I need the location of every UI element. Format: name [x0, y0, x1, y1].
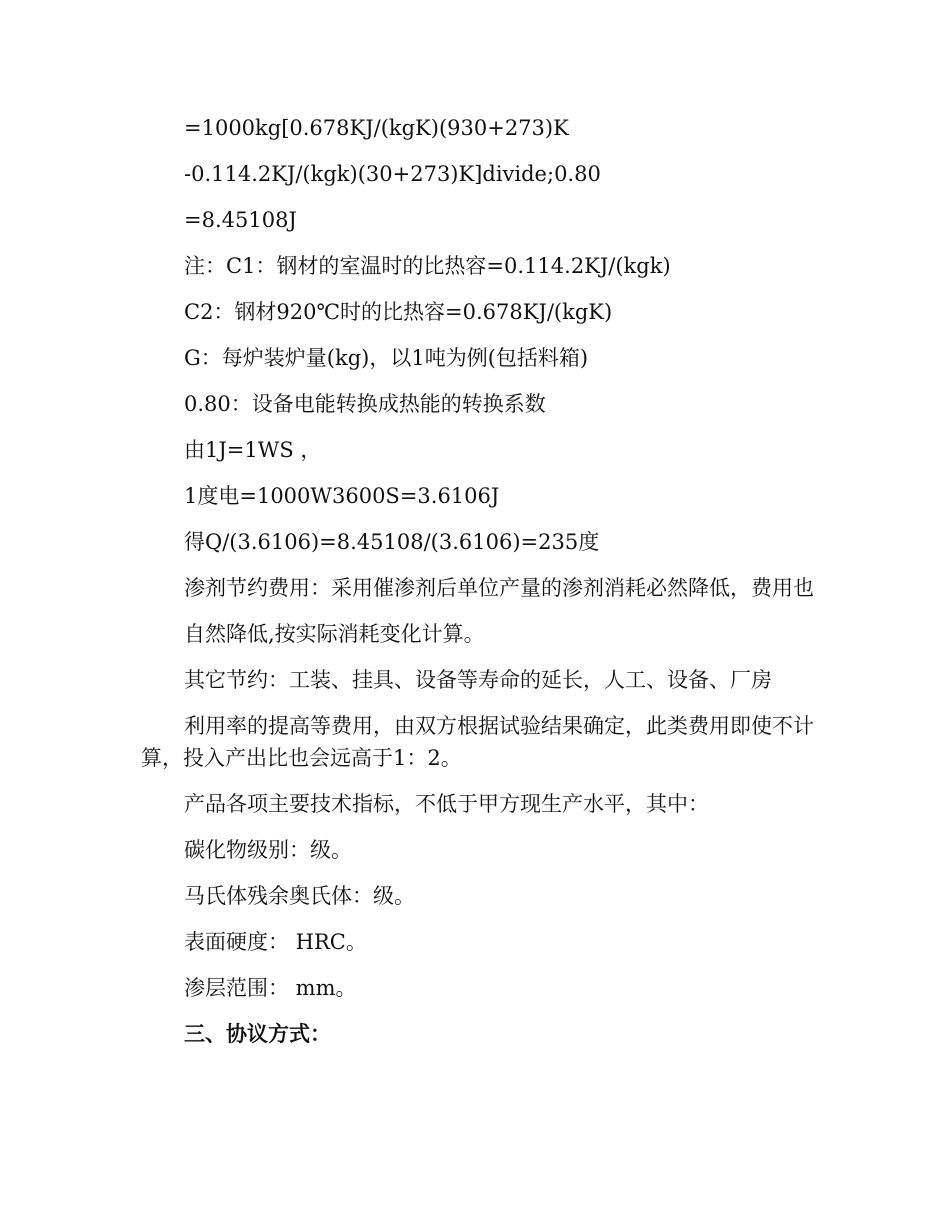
technical-indicators-intro: 产品各项主要技术指标，不低于甲方现生产水平，其中：: [184, 792, 709, 816]
carbide-grade: 碳化物级别：级。: [184, 838, 352, 862]
case-depth-range: 渗层范围： mm。: [184, 976, 357, 1000]
section-heading: 三、协议方式：: [184, 1021, 331, 1046]
formula-line-1: =1000kg[0.678KJ/(kgK)(930+273)K: [184, 116, 569, 140]
note-g: G：每炉装炉量(kg)，以1吨为例(包括料箱): [184, 346, 589, 370]
unit-definition: 由1J=1WS ，: [184, 438, 322, 462]
kwh-definition: 1度电=1000W3600S=3.6106J: [184, 484, 500, 508]
retained-austenite-grade: 马氏体残余奥氏体：级。: [184, 884, 415, 908]
note-c1: 注：C1：钢材的室温时的比热容=0.114.2KJ/(kgk): [184, 254, 671, 278]
note-coefficient: 0.80：设备电能转换成热能的转换系数: [184, 392, 546, 416]
document-body: [141, 112, 816, 1064]
formula-result: =8.45108J: [184, 208, 297, 232]
energy-result: 得Q/(3.6106)=8.45108/(3.6106)=235度: [184, 530, 600, 554]
surface-hardness: 表面硬度： HRC。: [184, 930, 367, 954]
agent-savings-paragraph: 渗剂节约费用：采用催渗剂后单位产量的渗剂消耗必然降低，费用也: [184, 576, 814, 600]
agent-savings-continued: 自然降低,按实际消耗变化计算。: [184, 622, 485, 646]
other-savings-continued: 利用率的提高等费用，由双方根据试验结果确定，此类费用即使不计算，投入产出比也会远高于1：2。: [141, 714, 814, 770]
note-c2: C2：钢材920℃时的比热容=0.678KJ/(kgK): [184, 300, 613, 324]
other-savings-paragraph: 其它节约：工装、挂具、设备等寿命的延长，人工、设备、厂房: [184, 668, 772, 692]
formula-line-2: -0.114.2KJ/(kgk)(30+273)K]divide;0.80: [184, 162, 601, 186]
